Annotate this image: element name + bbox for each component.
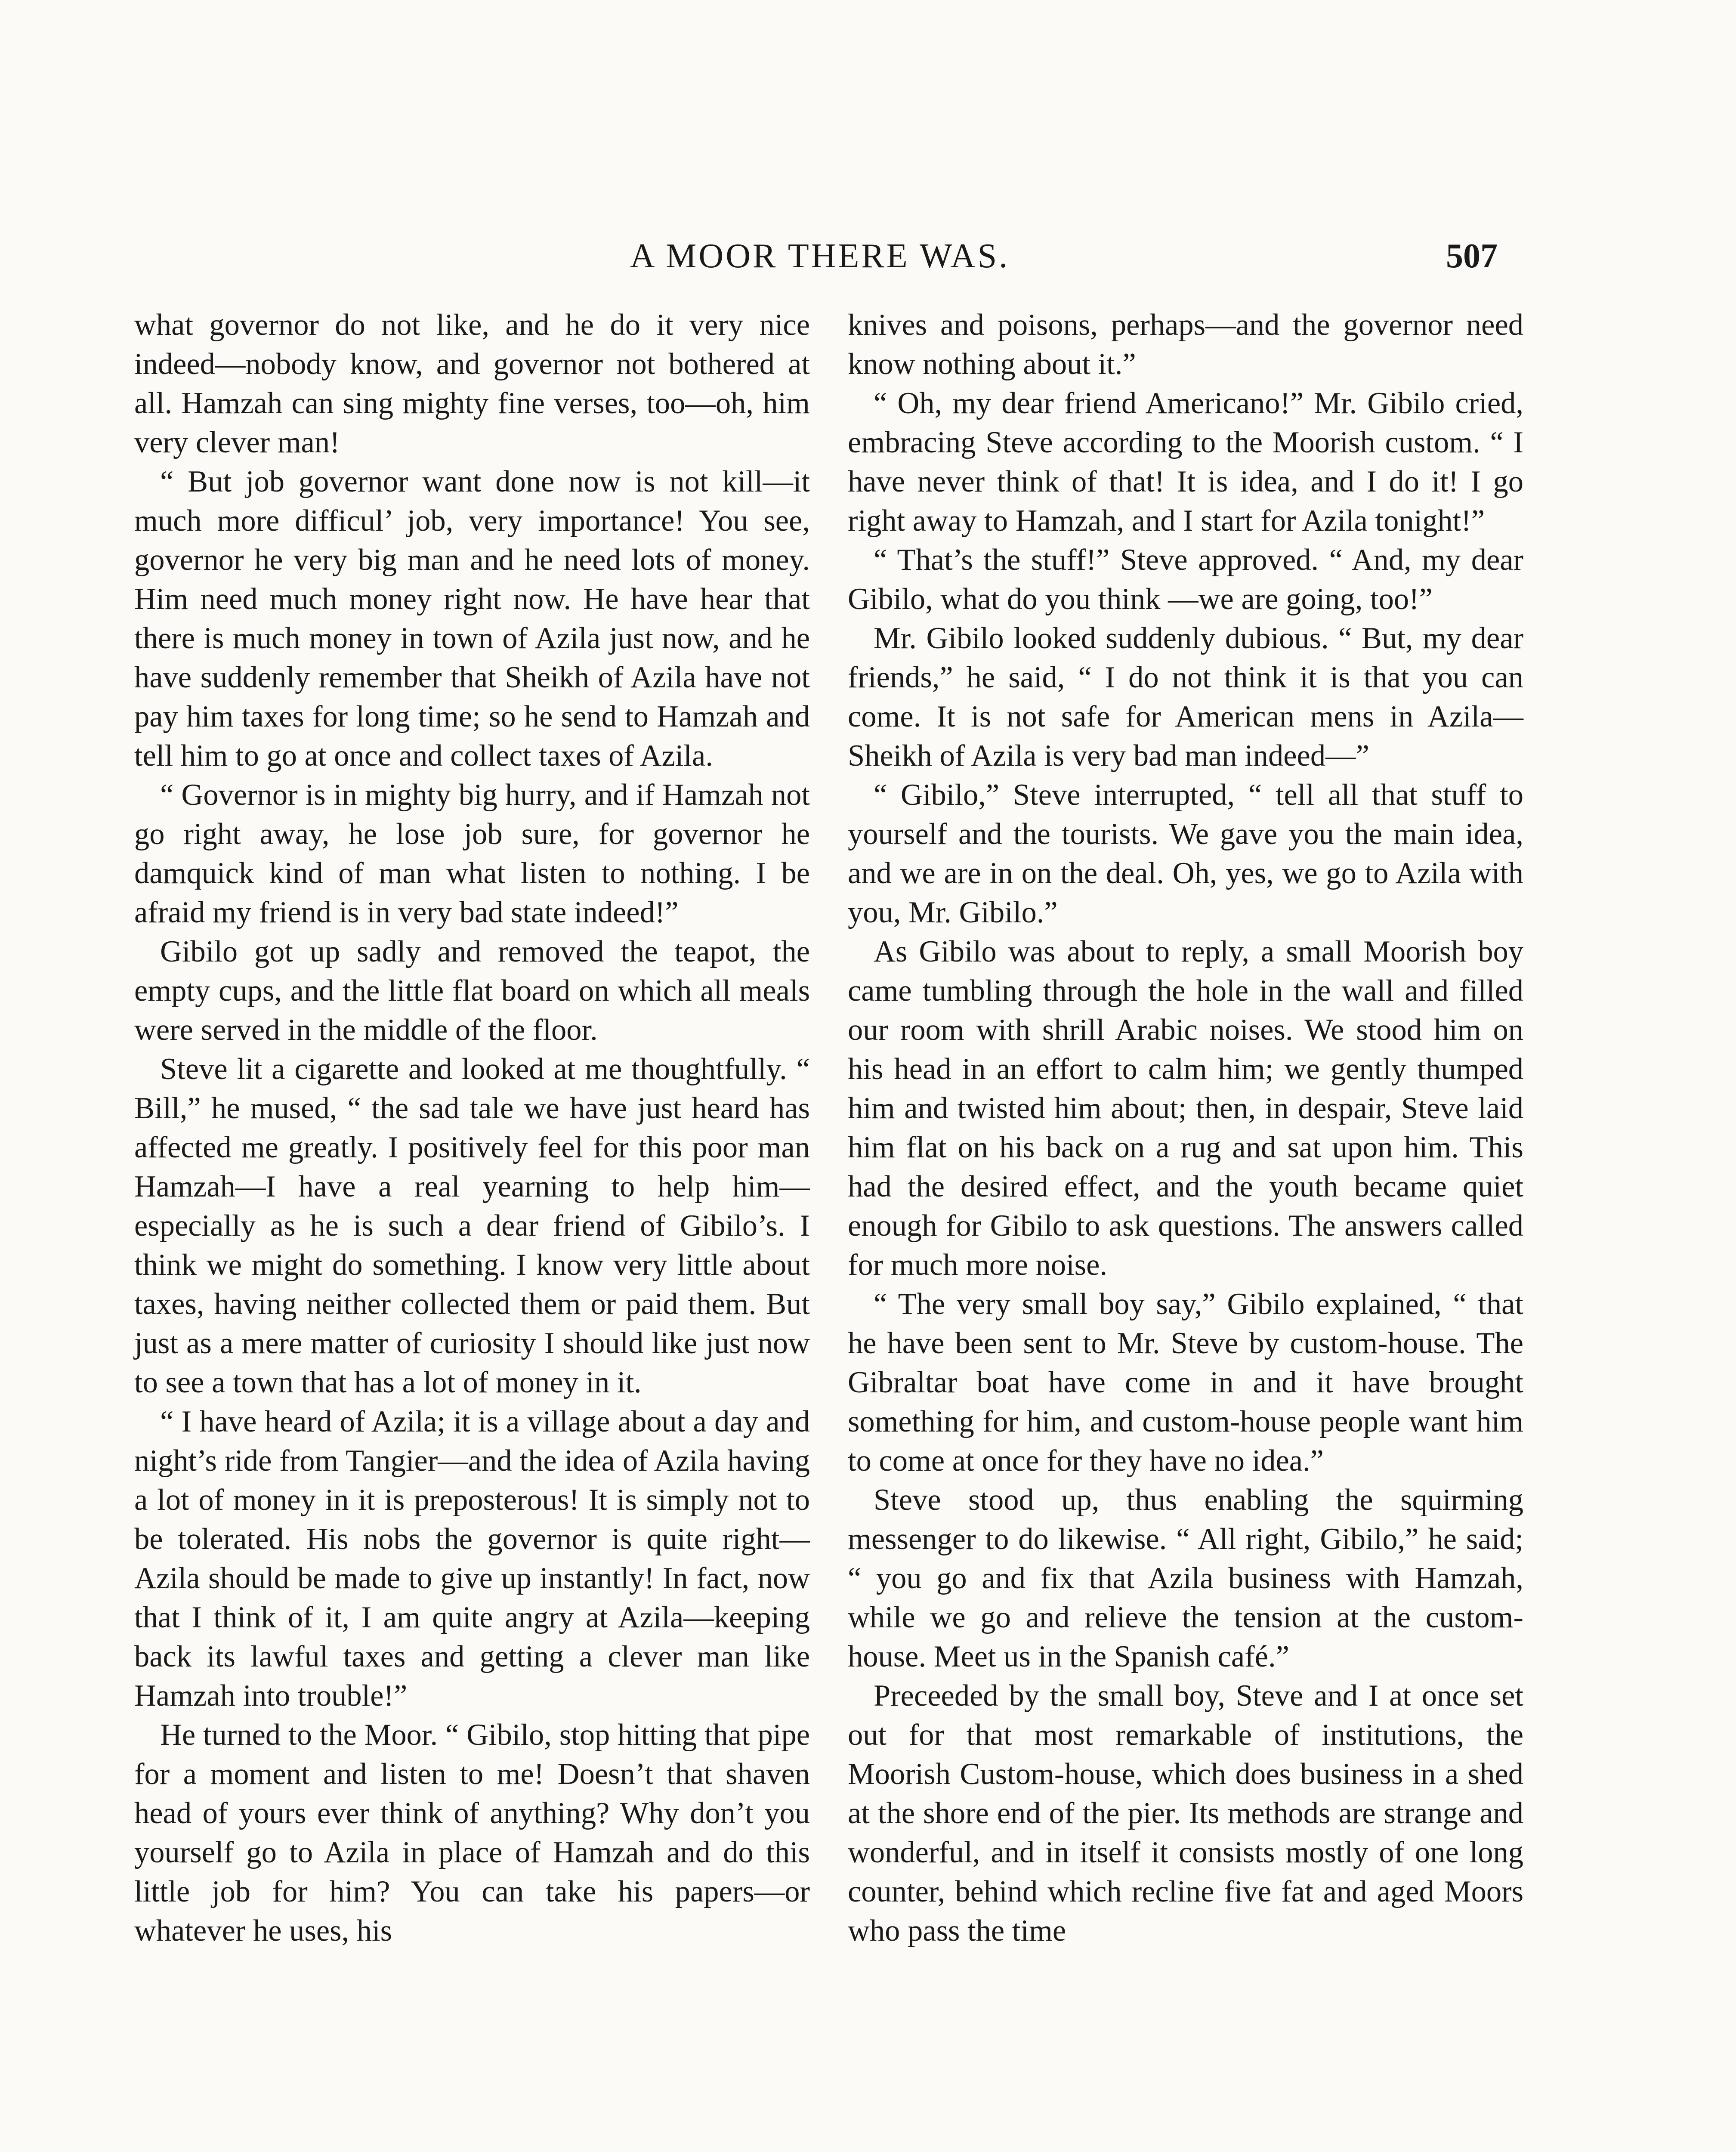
paragraph: He turned to the Moor. “ Gibilo, stop hitting that pipe for a moment and listen to me! Doesn’t that shaven head of yours ever think of anything? Why don’t you yourself go to Azila in place of Hamzah and do this little job for him? You can take his papers—or whatever he uses, his — [134, 1718, 810, 1948]
paragraph: “ The very small boy say,” Gibilo explained, “ that he have been sent to Mr. Steve by custom-house. The Gibraltar boat have come in and it have brought something for him, and custom-house people want him to come at once for they have no idea.” — [848, 1287, 1523, 1478]
paragraph: “ Oh, my dear friend Americano!” Mr. Gibilo cried, embracing Steve according to the Moorish custom. “ I have never think of that! It is idea, and I do it! I go right away to Hamzah, and I start for Azila tonight!” — [848, 386, 1523, 538]
running-title: A MOOR THERE WAS. — [630, 237, 1010, 275]
paragraph: “ I have heard of Azila; it is a village about a day and night’s ride from Tangier—and the idea of Azila having a lot of money in it is preposterous! It is simply not to be tolerated. His nobs the governor is quite right—Azila should be made to give up instantly! In fact, now that I think of it, I am quite angry at Azila—keeping back its lawful taxes and getting a clever man like Hamzah into trouble!” — [134, 1405, 810, 1713]
paragraph: Steve stood up, thus enabling the squirming messenger to do likewise. “ All right, Gibilo,” he said; “ you go and fix that Azila business with Hamzah, while we go and relieve the tension at the custom-house. Meet us in the Spanish café.” — [848, 1483, 1523, 1673]
paragraph: Preceeded by the small boy, Steve and I at once set out for that most remarkable of institutions, the Moorish Custom-house, which does business in a shed at the shore end of the pier. Its methods are strange and wonderful, and in itself it consists mostly of one long counter, behind which recline five fat and aged Moors who pass the time — [848, 1679, 1523, 1948]
paragraph: “ Governor is in mighty big hurry, and if Hamzah not go right away, he lose job sure, for governor he damquick kind of man what listen to nothing. I be afraid my friend is in very bad state indeed!” — [134, 778, 810, 929]
paragraph: Mr. Gibilo looked suddenly dubious. “ But, my dear friends,” he said, “ I do not think it is that you can come. It is not safe for American mens in Azila—Sheikh of Azila is very bad man indeed—” — [848, 621, 1523, 773]
page-header — [142, 235, 1498, 278]
paragraph: what governor do not like, and he do it very nice indeed—nobody know, and governor not bothered at all. Hamzah can sing mighty fine verses, too—oh, him very clever man! — [134, 308, 810, 459]
paragraph: “ That’s the stuff!” Steve approved. “ And, my dear Gibilo, what do you think —we are going, too!” — [848, 543, 1523, 616]
right-column — [848, 306, 1523, 1951]
paragraph: “ But job governor want done now is not kill—it much more difficul’ job, very importance! You see, governor he very big man and he need lots of money. Him need much money right now. He have hear that there is much money in town of Azila just now, and he have suddenly remember that Sheikh of Azila have not pay him taxes for long time; so he send to Hamzah and tell him to go at once and collect taxes of Azila. — [134, 465, 810, 773]
left-column — [134, 306, 810, 1951]
paragraph: “ Gibilo,” Steve interrupted, “ tell all that stuff to yourself and the tourists. We gave you the main idea, and we are in on the deal. Oh, yes, we go to Azila with you, Mr. Gibilo.” — [848, 778, 1523, 929]
paragraph: Steve lit a cigarette and looked at me thoughtfully. “ Bill,” he mused, “ the sad tale we have just heard has affected me greatly. I positively feel for this poor man Hamzah—I have a real yearning to help him—especially as he is such a dear friend of Gibilo’s. I think we might do something. I know very little about taxes, having neither collected them or paid them. But just as a mere matter of curiosity I should like just now to see a town that has a lot of money in it. — [134, 1052, 810, 1399]
paragraph: Gibilo got up sadly and removed the teapot, the empty cups, and the little flat board on which all meals were served in the middle of the floor. — [134, 935, 810, 1047]
paragraph: As Gibilo was about to reply, a small Moorish boy came tumbling through the hole in the wall and filled our room with shrill Arabic noises. We stood him on his head in an effort to calm him; we gently thumped him and twisted him about; then, in despair, Steve laid him flat on his back on a rug and sat upon him. This had the desired effect, and the youth became quiet enough for Gibilo to ask questions. The answers called for much more noise. — [848, 935, 1523, 1282]
page-number: 507 — [1446, 237, 1498, 275]
paragraph: knives and poisons, perhaps—and the governor need know nothing about it.” — [848, 308, 1523, 381]
